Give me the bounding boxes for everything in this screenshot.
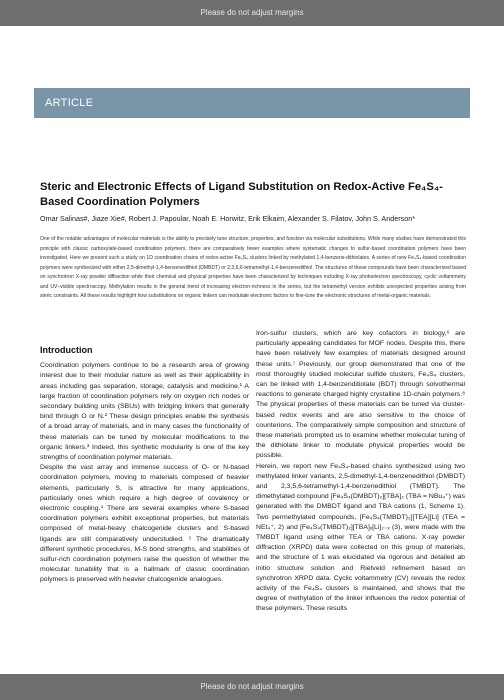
right-column	[256, 329, 465, 615]
paper-title: Steric and Electronic Effects of Ligand Substitution on Redox-Active Fe₄S₄-Based Coordination Polymers	[40, 181, 443, 208]
section-heading-introduction: Introduction	[40, 345, 93, 355]
paragraph: Iron-sulfur clusters, which are key cofactors in biology,⁶ are particularly appealing candidates for MOF nodes. Despite this, there have been relatively few examples of materials designed around these units.⁷ Previously, our group demonstrated that one of the most thoroughly studied molecular sulfide clusters, Fe₄S₄ clusters, can be linked with 1,4-benzenditiolate (BDT) through solvothermal reactions to generate charged highly crystalline 1D-chain polymers.⁸ The physical properties of these materials can be tuned via cluster-based redox events and are also sensitive to the choice of counterions. The comparatively simple composition and structure of these materials prompted us to examine whether molecular tuning of the dithiolate linker to modulate physical properties would be possible.	[256, 330, 465, 460]
abstract: One of the notable advantages of molecular materials is the ability to precisely tune structure, properties, and function via molecular substitutions. While many studies have demonstrated this principle with classic carboxylate-based coordination polymers, there are comparatively fewer examples where systematic changes to sulfur-based coordination polymers have been investigated. Here we present such a study on 1D coordination chains of redox-active Fe₄S₄ clusters linked by methylated 1,4-benzene-dithiolates. A series of new Fe₄S₄-based coordination polymers were synthesized with either 2,5-dimethyl-1,4-benzenedithiol (DMBDT) or 2,3,5,6-tetramethyl-1,4-benzenedithiol. The structures of these compounds have been characterized based on synchrotron X-ray powder diffraction while their chemical and physical properties have been characterized by techniques including X-ray photoelectron spectroscopy, cyclic voltammetry and UV–visible spectroscopy. Methylation results in the general trend of increasing electron-richness in the series, but the tetramethyl version exhibits unexpected properties arising from steric constraints. All these results highlight how substitutions on organic linkers can modulate electronic factors to fine-tune the electronic structures of metal-organic materials.	[40, 236, 466, 300]
bottom-margin-notice: Please do not adjust margins	[0, 674, 504, 700]
author-list: Omar Salinas#, Jiaze Xie#, Robert J. Papoular, Noah E. Horwitz, Erik Elkaim, Alexander S. Filatov, John S. Anderson*	[40, 214, 415, 223]
paragraph: Herein, we report new Fe₄S₄-based chains synthesized using two methylated linker variants, 2,5-dimethyl-1,4-benzenedithiol (DMBDT) and 2,3,5,6-tetramethyl-1,4-benzenedithiol (TMBDT). The dimethylated compound [Fe₄S₄(DMBDT)₂][TBA]₂ (TBA = NBu₄⁺) was generated with the DMBDT ligand and TBA cations (1, Scheme 1). Two permethylated compounds, [Fe₄S₄(TMBDT)₂][TEA][Li] (TEA = NEt₄⁺, 2) and [Fe₄S₄(TMBDT)₂][TBA]ₓ[Li]₂₋ₓ (3), were made with the TMBDT ligand using either TEA or TBA cations. X-ray powder diffraction (XRPD) data were collected on this group of materials, and the structure of 1 was elucidated via rigorous and detailed ab initio structure solution and Rietveld refinement based on synchrotron XRPD data. Cyclic voltammetry (CV) reveals the redox activity of the Fe₄S₄ clusters is maintained, and shows that the degree of methylation of the linker influences the redox potential of these polymers. These results	[256, 462, 465, 613]
paragraph: Coordination polymers continue to be a research area of growing interest due to their modular nature as well as their applicability in areas including gas separation, storage, catalysis and medicine.¹ A large fraction of coordination polymers rely on oxygen rich nodes or secondary building units (SBUs) with bridging linkers that generally bind through O or N.² These design principles enable the synthesis of a broad array of materials, and in many cases the functionality of these materials can be tuned by molecular modifications to the organic linkers.³ Indeed, this synthetic modularity is one of the key strengths of coordination polymer materials.	[40, 362, 249, 462]
top-margin-notice: Please do not adjust margins	[0, 0, 504, 26]
article-type-banner: ARTICLE	[34, 88, 470, 118]
paragraph: Despite the vast array and immense success of O- or N-based coordination polymers, moving to materials composed of heavier elements, particularly S, is attractive for many applications, particularly ones which require a high degree of covalency or electronic coupling.⁴ There are several examples where S-based coordination polymers exhibit exceptional properties, but materials composed of metal-heavy chalcogenide clusters and S-based ligands are still comparatively understudied. ⁵ The dramatically different synthetic procedures, M-S bond strengths, and stabilities of sulfur-rich coordination polymers raise the question of whether the molecular tunability that is a hallmark of classic coordination polymers is preserved with heavier chalcogenide analogues.	[40, 464, 249, 584]
left-column	[40, 345, 249, 586]
